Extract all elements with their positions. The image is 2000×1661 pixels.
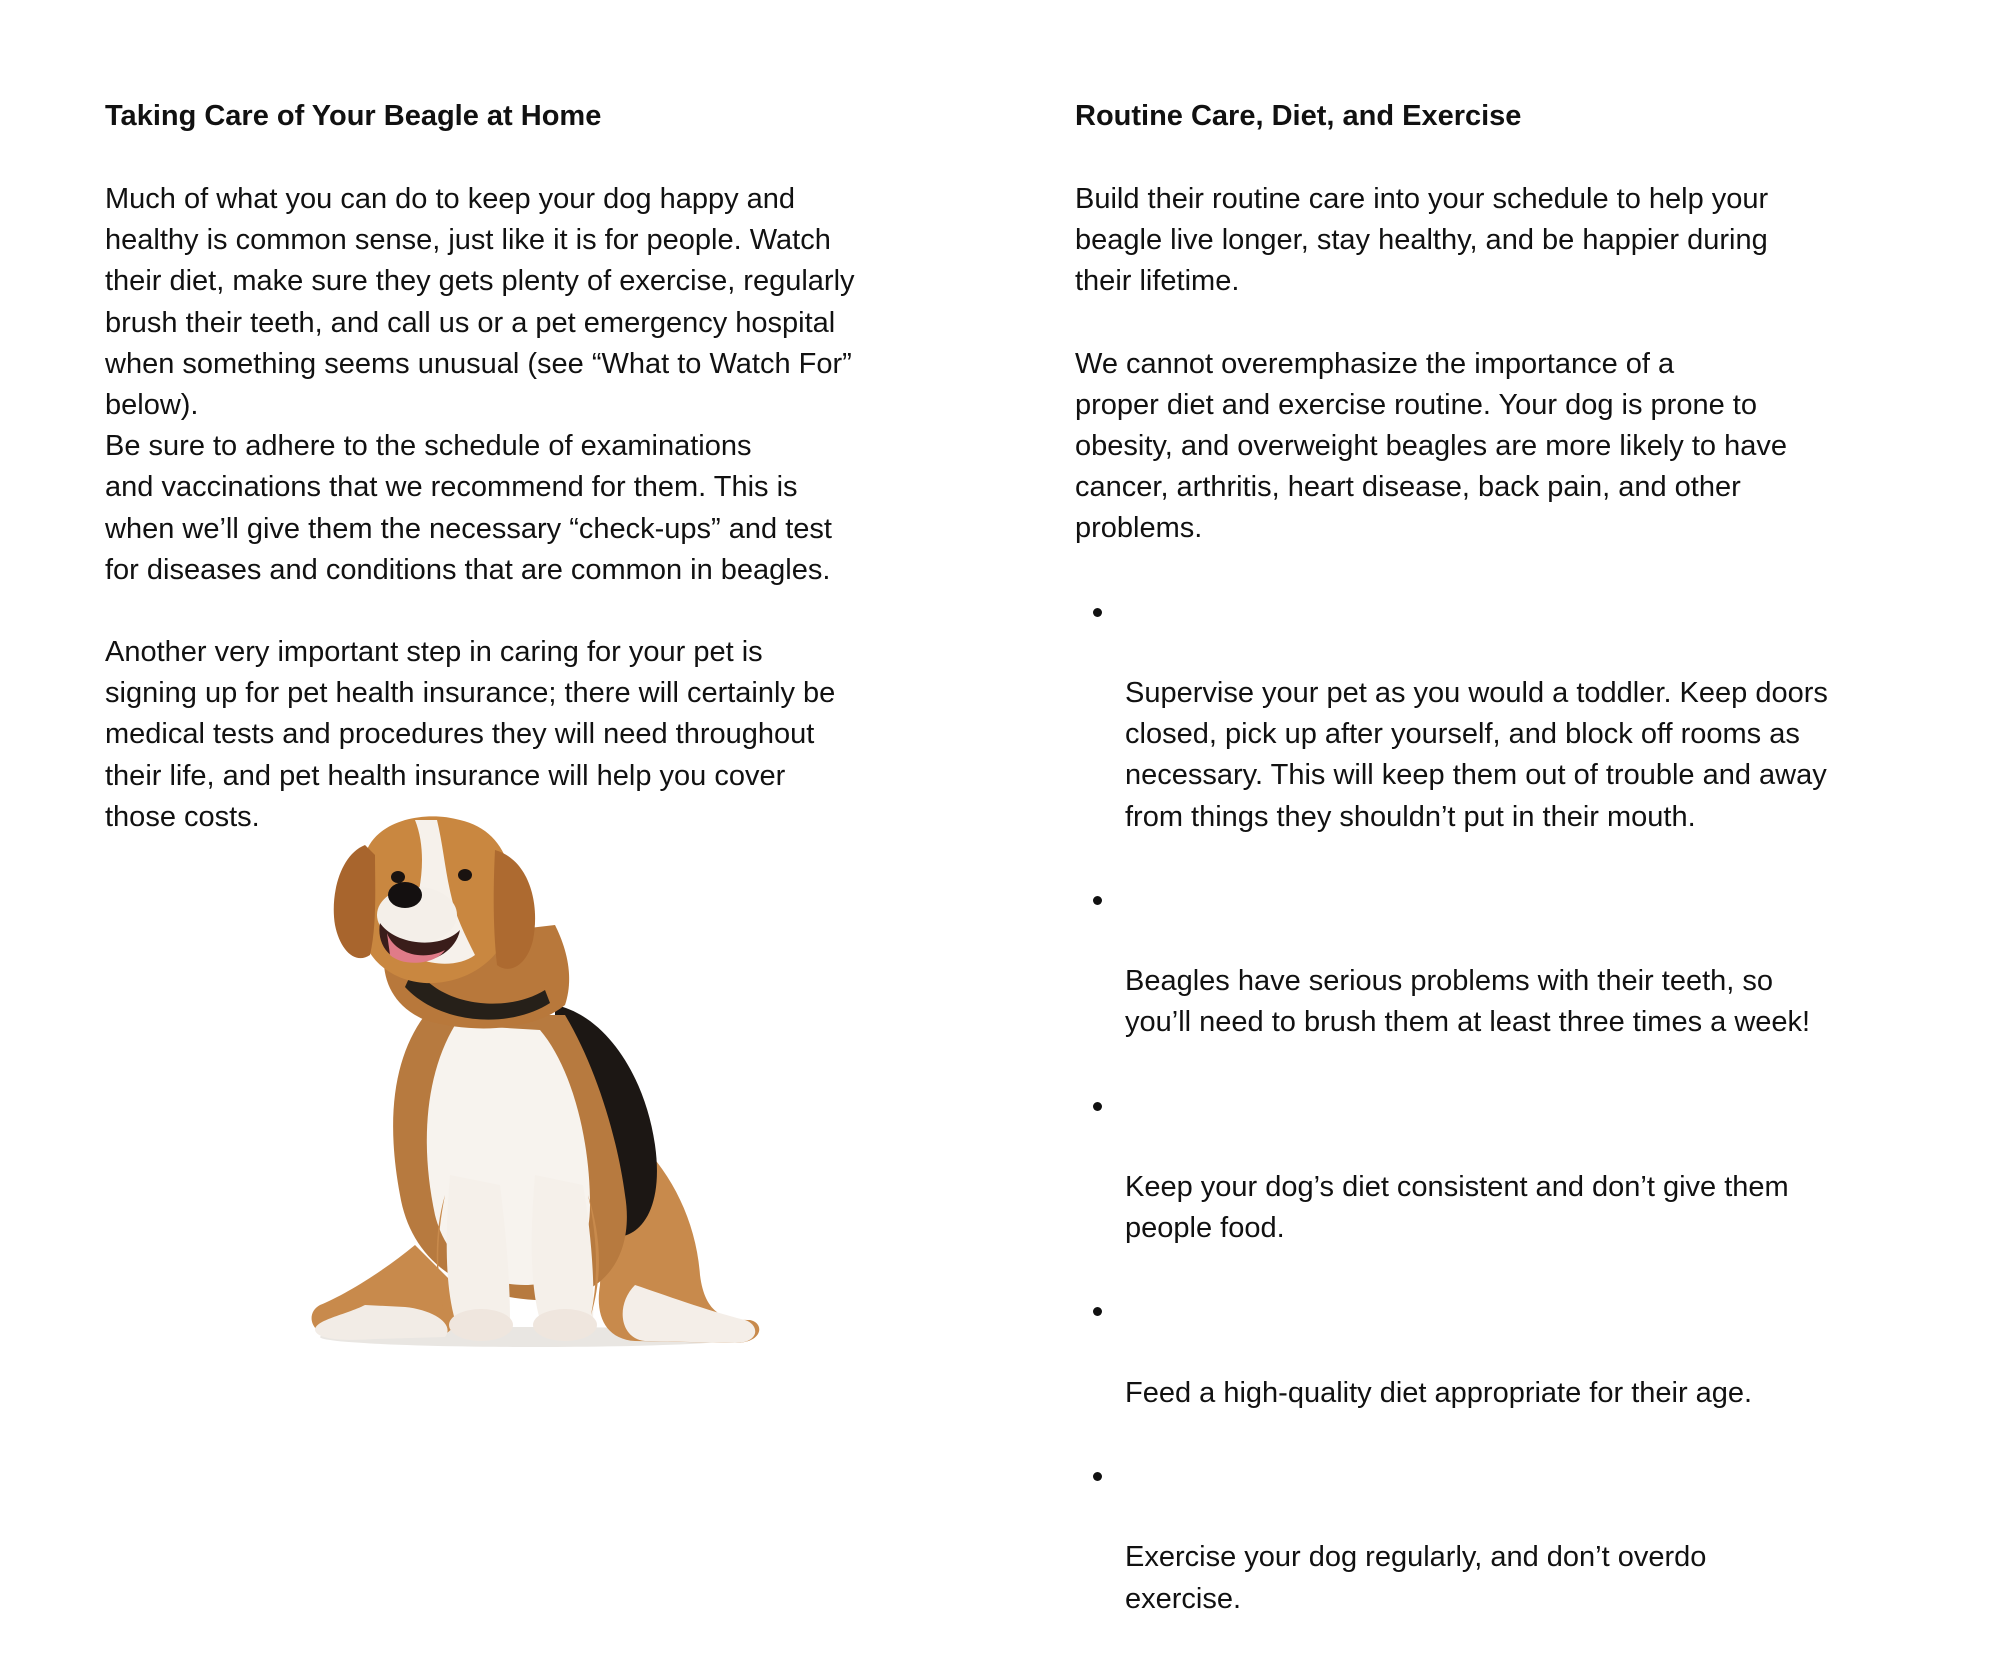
left-paragraph-1: Much of what you can do to keep your dog happy and healthy is common sense, just like it is for people. Watch their diet, make sure they gets plenty of exercise, regularly brush their teeth, and call us or a pet emergency hospital when something seems unusual (see “What to Watch For” below). Be sure to adhere to the schedule of examinations and vaccinations that we recommend for them. This is when we’ll give them the necessary “check-ups” and test for diseases and conditions that are common in beagles. (105, 183, 855, 586)
list-item (1075, 879, 1935, 1044)
bullet-dot-icon (1093, 896, 1102, 905)
right-heading: Routine Care, Diet, and Exercise (1075, 100, 1522, 132)
right-column (1075, 96, 1935, 1661)
list-item (1075, 1085, 1935, 1250)
list-item-text: Keep your dog’s diet consistent and don’t give them people food. (1125, 1171, 1789, 1245)
beagle-photo-icon (305, 815, 765, 1350)
bullet-dot-icon (1093, 1102, 1102, 1111)
list-item (1075, 1290, 1935, 1414)
list-item-text: Exercise your dog regularly, and don’t overdo exercise. (1125, 1541, 1707, 1615)
right-paragraph-1: Build their routine care into your schedule to help your beagle live longer, stay healthy, and be happier during their lifetime. (1075, 183, 1769, 298)
left-heading: Taking Care of Your Beagle at Home (105, 100, 602, 132)
list-item (1075, 591, 1935, 838)
bullet-dot-icon (1093, 1307, 1102, 1316)
left-column (105, 96, 965, 838)
list-item-text: Feed a high-quality diet appropriate for their age. (1125, 1376, 1753, 1409)
list-item-text: Beagles have serious problems with their teeth, so you’ll need to brush them at least three times a week! (1125, 965, 1811, 1039)
bullet-dot-icon (1093, 608, 1102, 617)
list-item-text: Supervise your pet as you would a toddler. Keep doors closed, pick up after yourself, and block off rooms as necessary. This will keep them out of trouble and away from things they shouldn’t put in their mouth. (1125, 677, 1828, 833)
list-item (1075, 1455, 1935, 1620)
tips-list (1075, 591, 1935, 1620)
right-paragraph-2: We cannot overemphasize the importance of a proper diet and exercise routine. Your dog is prone to obesity, and overweight beagles are more likely to have cancer, arthritis, heart disease, back pain, and other problems. (1075, 347, 1787, 545)
left-paragraph-2: Another very important step in caring for your pet is signing up for pet health insurance; there will certainly be medical tests and procedures they will need throughout their life, and pet health insurance will help you cover those costs. (105, 636, 836, 833)
bullet-dot-icon (1093, 1472, 1102, 1481)
